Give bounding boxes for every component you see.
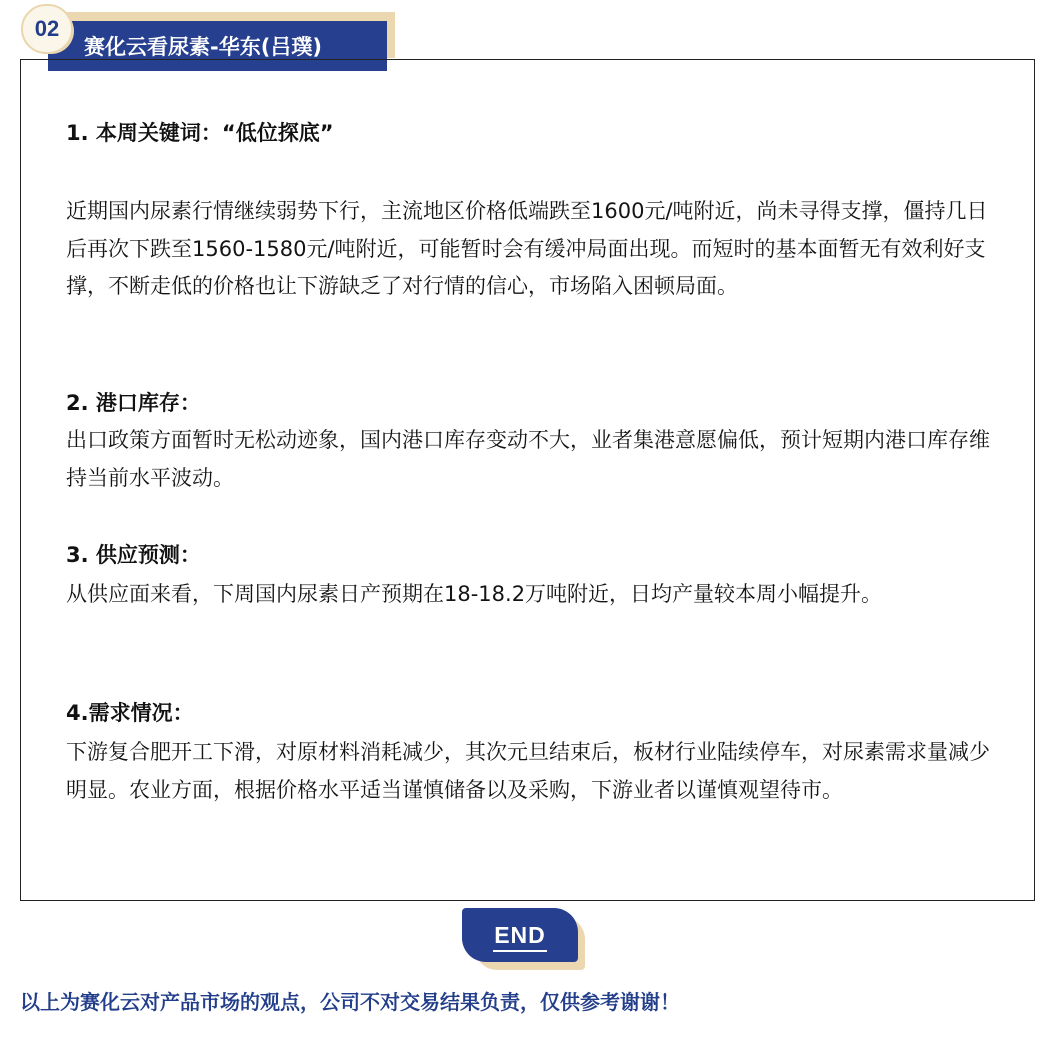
section-heading-port-inventory: 2. 港口库存： bbox=[66, 391, 201, 415]
section-title: 赛化云看尿素-华东(吕璞) bbox=[48, 21, 387, 71]
section-heading-supply-forecast: 3. 供应预测： bbox=[66, 543, 201, 567]
section-body-supply-forecast: 从供应面来看，下周国内尿素日产预期在18-18.2万吨附近，日均产量较本周小幅提升。 bbox=[66, 582, 883, 606]
section-heading-keyword: 1. 本周关键词：“低位探底” bbox=[66, 121, 334, 145]
section-number-badge: 02 bbox=[21, 4, 73, 54]
end-underline bbox=[493, 950, 547, 952]
disclaimer-note: 以上为赛化云对产品市场的观点，公司不对交易结果负责，仅供参考谢谢！ bbox=[20, 990, 680, 1014]
end-marker: END bbox=[462, 908, 578, 962]
section-heading-demand: 4.需求情况： bbox=[66, 701, 194, 725]
section-body-demand: 下游复合肥开工下滑，对原材料消耗减少，其次元旦结束后，板材行业陆续停车，对尿素需求量减少明显。农业方面，根据价格水平适当谨慎储备以及采购，下游业者以谨慎观望待市。 bbox=[66, 740, 990, 802]
section-body-port-inventory: 出口政策方面暂时无松动迹象，国内港口库存变动不大，业者集港意愿偏低，预计短期内港口库存维持当前水平波动。 bbox=[66, 428, 990, 490]
section-body-keyword: 近期国内尿素行情继续弱势下行，主流地区价格低端跌至1600元/吨附近，尚未寻得支撑，僵持几日后再次下跌至1560-1580元/吨附近，可能暂时会有缓冲局面出现。而短时的基本面暂无有效利好支撑，不断走低的价格也让下游缺乏了对行情的信心，市场陷入困顿局面。 bbox=[66, 199, 988, 298]
